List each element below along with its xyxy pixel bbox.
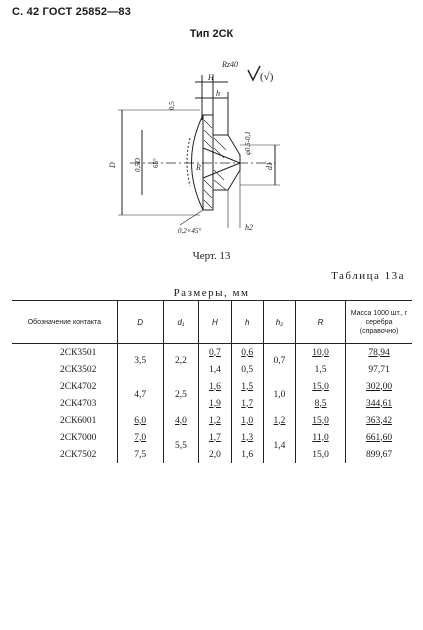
cell-R: 15,0 xyxy=(296,378,346,395)
dim-chamfer-top: 0,5 xyxy=(168,101,176,110)
cell-h: 1,6 xyxy=(231,446,263,463)
cell-d1: 4,0 xyxy=(163,412,199,429)
cell-name: 2СК6001 xyxy=(60,415,97,426)
cell-H: 2,0 xyxy=(199,446,231,463)
table-row xyxy=(12,361,412,378)
dim-angle: 65° xyxy=(152,158,160,168)
cell-H: 1,4 xyxy=(199,361,231,378)
table-row xyxy=(12,344,412,362)
cell-mass: 302,00 xyxy=(346,378,412,395)
cell-name: 2СК4703 xyxy=(60,398,97,409)
table-row xyxy=(12,429,412,446)
col-header-mass: Масса 1000 шт., г серебра (справочно) xyxy=(346,301,412,344)
cell-mass: 344,61 xyxy=(346,395,412,412)
table-number: Таблица 13а xyxy=(331,270,405,282)
dim-D: D xyxy=(108,162,117,168)
cell-h2: 1,4 xyxy=(263,429,295,463)
page-header: С. 42 ГОСТ 25852—83 xyxy=(12,6,132,18)
roughness-label: Rz40 xyxy=(222,60,238,69)
table-header-row xyxy=(12,301,412,344)
dim-D-half: 0,5D xyxy=(134,158,142,172)
cell-D: 4,7 xyxy=(117,378,163,412)
col-header-H: H xyxy=(199,301,231,344)
cell-d1: 5,5 xyxy=(163,429,199,463)
dim-R: R xyxy=(196,163,201,172)
cell-name: 2СК4702 xyxy=(60,381,97,392)
cell-name: 2СК7000 xyxy=(60,432,97,443)
cell-h2: 1,2 xyxy=(263,412,295,429)
table-row xyxy=(12,412,412,429)
cell-D: 3,5 xyxy=(117,344,163,379)
dim-h: h xyxy=(216,89,220,98)
dim-chamfer-bottom: 0,2×45° xyxy=(178,227,202,235)
cell-R: 15,0 xyxy=(296,446,346,463)
col-header-h: h xyxy=(231,301,263,344)
cell-h2: 1,0 xyxy=(263,378,295,412)
cell-H: 1,7 xyxy=(199,429,231,446)
cell-H: 1,6 xyxy=(199,378,231,395)
cell-R: 11,0 xyxy=(296,429,346,446)
technical-drawing xyxy=(100,60,320,240)
cell-name: 2СК3501 xyxy=(60,347,97,358)
cell-mass: 97,71 xyxy=(346,361,412,378)
cell-R: 8,5 xyxy=(296,395,346,412)
dimensions-table xyxy=(12,300,412,463)
cell-H: 0,7 xyxy=(199,344,231,362)
cell-name: 2СК7502 xyxy=(60,449,97,460)
cell-h: 1,0 xyxy=(231,412,263,429)
cell-h: 0,6 xyxy=(231,344,263,362)
cell-R: 1,5 xyxy=(296,361,346,378)
cell-D: 7,5 xyxy=(117,446,163,463)
cell-mass: 363,42 xyxy=(346,412,412,429)
cell-mass: 661,60 xyxy=(346,429,412,446)
dim-H: H xyxy=(208,73,214,82)
cell-D: 7,0 xyxy=(117,429,163,446)
cell-d1: 2,5 xyxy=(163,378,199,412)
cell-d1: 2,2 xyxy=(163,344,199,379)
dim-phi: φ0,5-0,1 xyxy=(244,131,252,155)
table-row xyxy=(12,395,412,412)
cell-D: 6,0 xyxy=(117,412,163,429)
col-header-R: R xyxy=(296,301,346,344)
cell-h: 1,7 xyxy=(231,395,263,412)
cell-h: 1,3 xyxy=(231,429,263,446)
cell-mass: 78,94 xyxy=(346,344,412,362)
type-title: Тип 2СК xyxy=(189,28,234,40)
cell-R: 10,0 xyxy=(296,344,346,362)
cell-h2: 0,7 xyxy=(263,344,295,379)
roughness-paren: (√) xyxy=(260,71,274,83)
cell-h: 1,5 xyxy=(231,378,263,395)
cell-name: 2СК3502 xyxy=(60,364,97,375)
cell-mass: 899,67 xyxy=(346,446,412,463)
cell-H: 1,9 xyxy=(199,395,231,412)
roughness-check-icon xyxy=(248,66,260,80)
table-title: Размеры, мм xyxy=(173,287,250,299)
figure-caption: Черт. 13 xyxy=(192,250,231,262)
cell-R: 15,0 xyxy=(296,412,346,429)
col-header-name: Обозначение контакта xyxy=(12,301,117,344)
table-row xyxy=(12,378,412,395)
dim-h2: h2 xyxy=(245,223,253,232)
cell-H: 1,2 xyxy=(199,412,231,429)
cell-h: 0,5 xyxy=(231,361,263,378)
dim-d1: d1 xyxy=(265,162,274,170)
table-row xyxy=(12,446,412,463)
col-header-h2: h₂ xyxy=(263,301,295,344)
col-header-D: D xyxy=(117,301,163,344)
col-header-d1: d₁ xyxy=(163,301,199,344)
